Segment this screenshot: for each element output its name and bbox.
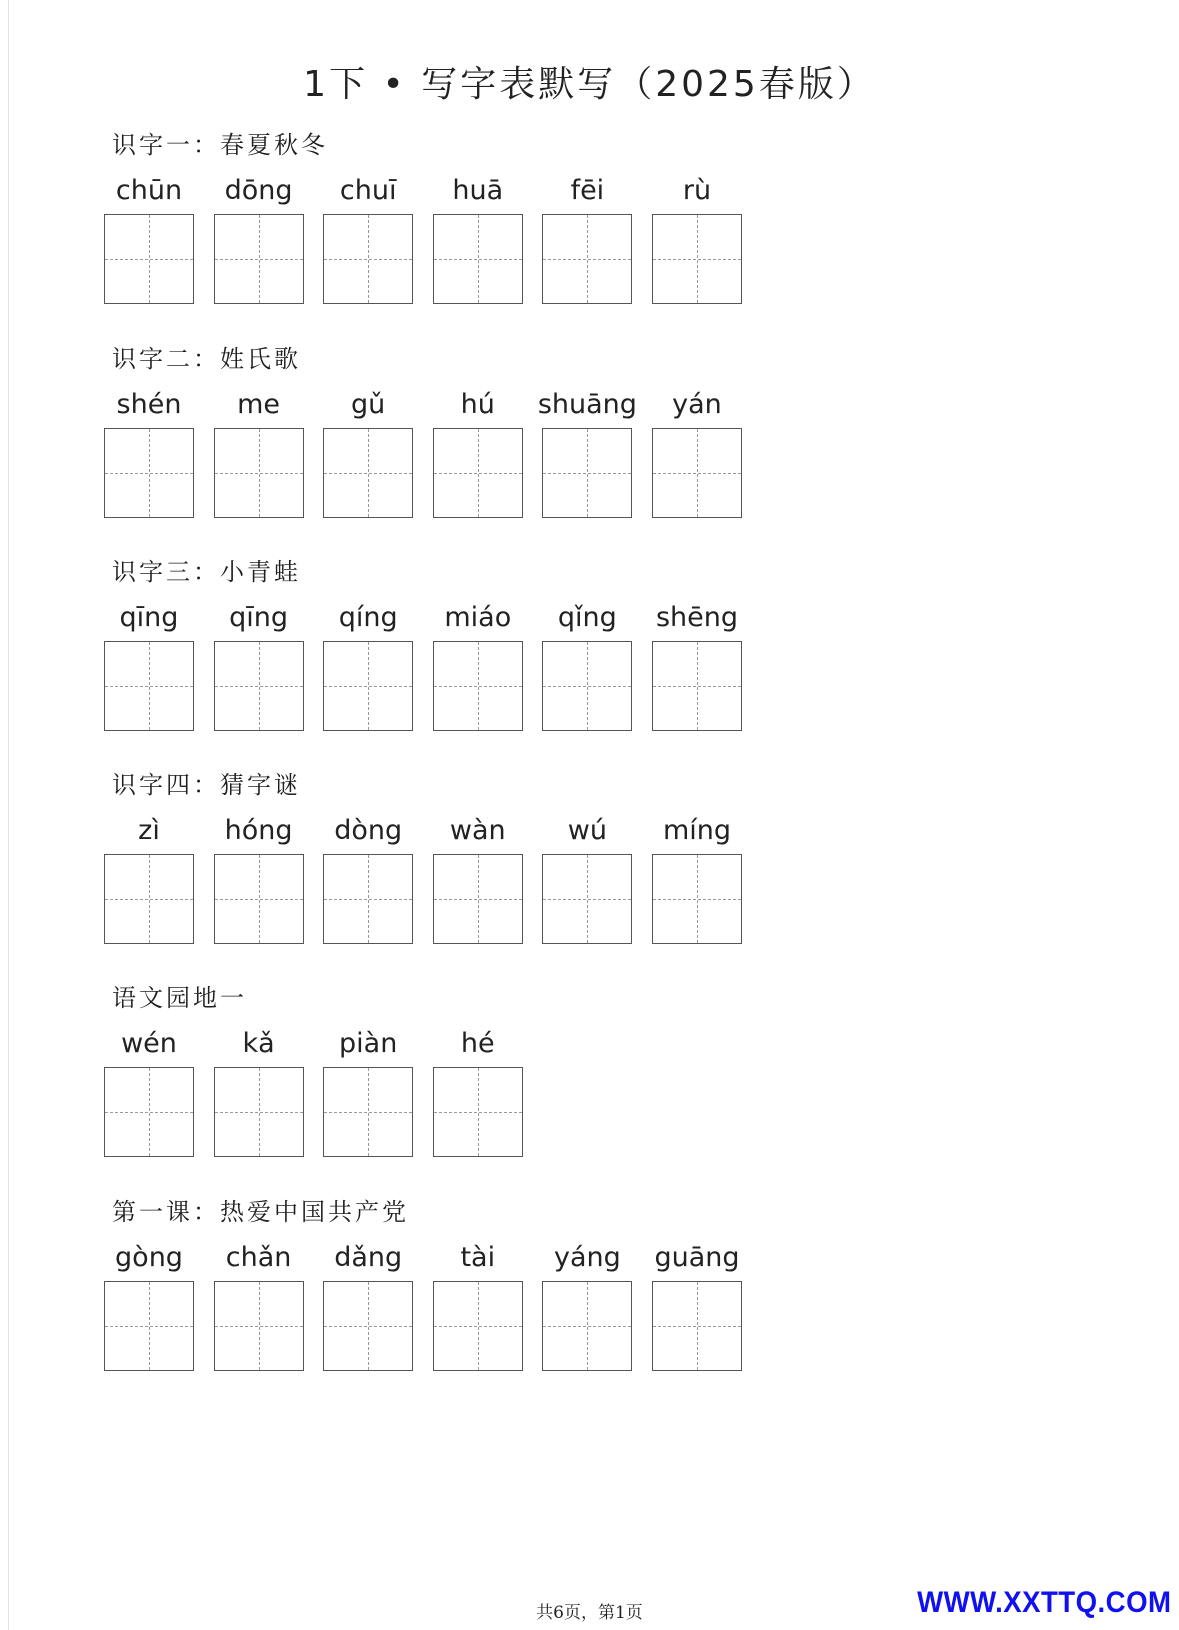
tianzige-box[interactable] [104, 641, 194, 731]
lesson-section [104, 555, 864, 731]
tianzige-box[interactable] [214, 641, 304, 731]
pinyin-label: chūn [115, 175, 183, 206]
grid-guide-horizontal [105, 473, 193, 474]
grid-guide-horizontal [434, 259, 522, 260]
tianzige-box[interactable] [323, 428, 413, 518]
writing-cell [104, 599, 194, 731]
tianzige-box[interactable] [433, 1067, 523, 1157]
tianzige-box[interactable] [542, 214, 632, 304]
writing-cell [214, 1025, 304, 1157]
grid-guide-horizontal [324, 1112, 412, 1113]
pinyin-label: fēi [570, 175, 605, 206]
pinyin-label: shén [116, 389, 182, 420]
pinyin-label: rù [682, 175, 712, 206]
lesson-section [104, 342, 864, 518]
tianzige-box[interactable] [652, 641, 742, 731]
writing-cell [433, 1025, 523, 1157]
tianzige-box[interactable] [652, 428, 742, 518]
grid-guide-horizontal [105, 899, 193, 900]
pinyin-label: gǔ [351, 389, 386, 420]
writing-cell [652, 1239, 742, 1371]
grid-guide-horizontal [653, 686, 741, 687]
tianzige-box[interactable] [652, 854, 742, 944]
pinyin-label: kǎ [242, 1028, 275, 1059]
tianzige-box[interactable] [214, 1281, 304, 1371]
grid-guide-horizontal [434, 473, 522, 474]
writing-cell [323, 1025, 413, 1157]
lesson-section [104, 768, 864, 944]
writing-cell [323, 172, 413, 304]
writing-cell [104, 172, 194, 304]
grid-guide-horizontal [434, 1112, 522, 1113]
tianzige-box[interactable] [104, 428, 194, 518]
grid-guide-horizontal [105, 686, 193, 687]
writing-cell [542, 1239, 632, 1371]
grid-guide-horizontal [215, 259, 303, 260]
tianzige-box[interactable] [323, 641, 413, 731]
grid-guide-horizontal [543, 899, 631, 900]
tianzige-box[interactable] [433, 1281, 523, 1371]
tianzige-box[interactable] [214, 1067, 304, 1157]
tianzige-box[interactable] [323, 1067, 413, 1157]
pinyin-label: wén [121, 1028, 177, 1059]
grid-guide-horizontal [543, 686, 631, 687]
page-title: 1下 • 写字表默写（2025春版） [303, 64, 876, 105]
writing-cell [542, 172, 632, 304]
writing-cell [433, 386, 523, 518]
tianzige-box[interactable] [104, 1281, 194, 1371]
lesson-section [104, 1195, 864, 1371]
grid-guide-horizontal [324, 1326, 412, 1327]
writing-cell [433, 172, 523, 304]
writing-cell-row [104, 1025, 864, 1157]
writing-cell [104, 1239, 194, 1371]
tianzige-box[interactable] [214, 428, 304, 518]
pinyin-label: dòng [334, 815, 403, 846]
writing-cell [323, 1239, 413, 1371]
lesson-heading: 识字四：猜字谜 [112, 771, 301, 799]
grid-guide-horizontal [324, 259, 412, 260]
grid-guide-horizontal [543, 1326, 631, 1327]
lesson-heading: 语文园地一 [112, 984, 247, 1012]
pinyin-label: qīng [119, 602, 179, 633]
grid-guide-horizontal [105, 1326, 193, 1327]
grid-guide-horizontal [215, 686, 303, 687]
writing-cell [323, 386, 413, 518]
lesson-heading: 第一课：热爱中国共产党 [112, 1198, 409, 1226]
writing-cell-row [104, 812, 864, 944]
writing-cell [104, 1025, 194, 1157]
lesson-heading: 识字三：小青蛙 [112, 558, 301, 586]
grid-guide-horizontal [434, 899, 522, 900]
pinyin-label: qǐng [557, 602, 617, 633]
pinyin-label: shēng [655, 602, 738, 633]
tianzige-box[interactable] [433, 641, 523, 731]
tianzige-box[interactable] [104, 854, 194, 944]
page-edge-line [8, 0, 9, 1630]
pinyin-label: chuī [339, 175, 397, 206]
grid-guide-horizontal [215, 473, 303, 474]
pinyin-label: dōng [224, 175, 293, 206]
grid-guide-horizontal [105, 1112, 193, 1113]
writing-cell [214, 172, 304, 304]
pinyin-label: miáo [444, 602, 512, 633]
grid-guide-horizontal [215, 1326, 303, 1327]
grid-guide-horizontal [215, 899, 303, 900]
pinyin-label: gòng [115, 1242, 183, 1273]
pinyin-label: tài [460, 1242, 496, 1273]
writing-cell [214, 386, 304, 518]
pinyin-label: wàn [449, 815, 506, 846]
pinyin-label: hóng [224, 815, 293, 846]
pinyin-label: míng [662, 815, 731, 846]
writing-cell [652, 812, 742, 944]
watermark: WWW.XXTTQ.COM [916, 1586, 1171, 1619]
grid-guide-horizontal [543, 259, 631, 260]
grid-guide-horizontal [215, 1112, 303, 1113]
grid-guide-horizontal [105, 259, 193, 260]
writing-cell-row [104, 386, 864, 518]
grid-guide-horizontal [324, 899, 412, 900]
writing-cell-row [104, 172, 864, 304]
tianzige-box[interactable] [104, 1067, 194, 1157]
writing-cell-row [104, 599, 864, 731]
page-number-footer: 共6页，第1页 [536, 1603, 643, 1623]
pinyin-label: yáng [553, 1242, 621, 1273]
writing-cell [542, 812, 632, 944]
writing-cell [433, 1239, 523, 1371]
pinyin-label: qíng [338, 602, 398, 633]
pinyin-label: chǎn [225, 1242, 292, 1273]
grid-guide-horizontal [324, 473, 412, 474]
grid-guide-horizontal [543, 473, 631, 474]
writing-cell-row [104, 1239, 864, 1371]
grid-guide-horizontal [324, 686, 412, 687]
tianzige-box[interactable] [323, 1281, 413, 1371]
writing-cell [652, 172, 742, 304]
grid-guide-horizontal [653, 899, 741, 900]
writing-cell [214, 1239, 304, 1371]
tianzige-box[interactable] [652, 1281, 742, 1371]
pinyin-label: piàn [339, 1028, 398, 1059]
tianzige-box[interactable] [652, 214, 742, 304]
tianzige-box[interactable] [323, 854, 413, 944]
grid-guide-horizontal [653, 1326, 741, 1327]
lesson-heading: 识字一：春夏秋冬 [112, 131, 328, 159]
writing-cell [323, 599, 413, 731]
pinyin-label: dǎng [334, 1242, 403, 1273]
pinyin-label: qīng [229, 602, 289, 633]
grid-guide-horizontal [434, 686, 522, 687]
tianzige-box[interactable] [542, 641, 632, 731]
pinyin-label: wú [567, 815, 607, 846]
tianzige-box[interactable] [433, 214, 523, 304]
lesson-section [104, 128, 864, 304]
pinyin-label: me [237, 389, 281, 420]
writing-cell [537, 386, 637, 518]
tianzige-box[interactable] [323, 214, 413, 304]
pinyin-label: yán [672, 389, 722, 420]
writing-cell [104, 386, 194, 518]
writing-cell [214, 599, 304, 731]
pinyin-label: shuāng [537, 389, 637, 420]
writing-cell [652, 599, 742, 731]
writing-cell [104, 812, 194, 944]
pinyin-label: guāng [654, 1242, 740, 1273]
writing-cell [433, 812, 523, 944]
pinyin-label: huā [452, 175, 504, 206]
writing-cell [542, 599, 632, 731]
writing-cell [433, 599, 523, 731]
tianzige-box[interactable] [104, 214, 194, 304]
lesson-section [104, 981, 864, 1157]
writing-cell [323, 812, 413, 944]
grid-guide-horizontal [434, 1326, 522, 1327]
tianzige-box[interactable] [214, 854, 304, 944]
tianzige-box[interactable] [214, 214, 304, 304]
pinyin-label: hé [460, 1028, 495, 1059]
tianzige-box[interactable] [542, 1281, 632, 1371]
pinyin-label: hú [460, 389, 495, 420]
grid-guide-horizontal [653, 473, 741, 474]
pinyin-label: zì [138, 815, 160, 846]
tianzige-box[interactable] [542, 428, 632, 518]
lesson-heading: 识字二：姓氏歌 [112, 345, 301, 373]
tianzige-box[interactable] [542, 854, 632, 944]
writing-cell [652, 386, 742, 518]
tianzige-box[interactable] [433, 428, 523, 518]
tianzige-box[interactable] [433, 854, 523, 944]
grid-guide-horizontal [653, 259, 741, 260]
writing-cell [214, 812, 304, 944]
